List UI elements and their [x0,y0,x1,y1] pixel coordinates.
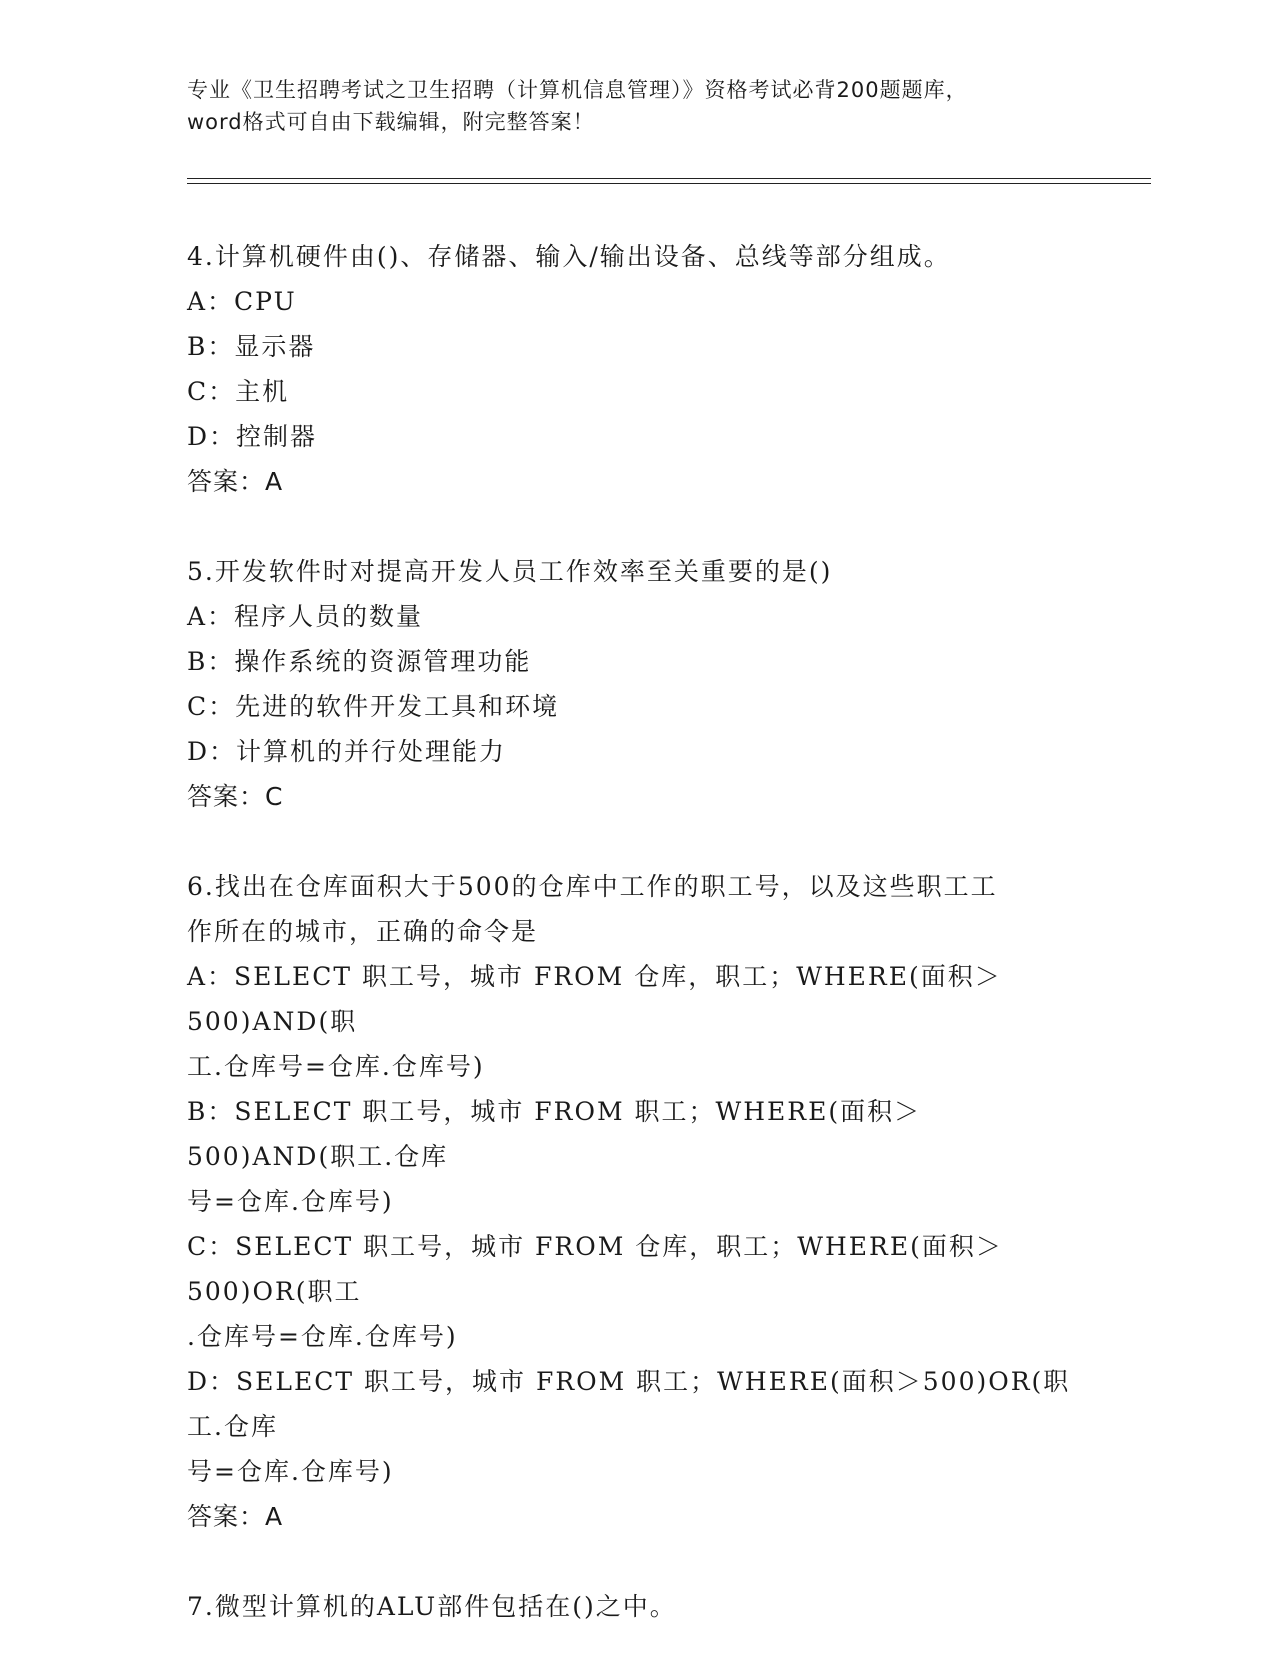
option-a-line-1: A：SELECT 职工号，城市 FROM 仓库，职工；WHERE(面积＞500)AND(职 [187,962,1002,1036]
question-stem: 5.开发软件时对提高开发人员工作效率至关重要的是() [187,557,833,586]
option-a: A：CPU [187,287,297,316]
question-stem-line-2: 作所在的城市，正确的命令是 [187,917,539,946]
option-b-line-2: 号=仓库.仓库号) [187,1187,394,1216]
option-c: C：先进的软件开发工具和环境 [187,692,560,721]
question-stem [187,864,1087,954]
question-6 [187,864,1087,1539]
document-header [187,74,1087,138]
question-stem: 7.微型计算机的ALU部件包括在()之中。 [187,1592,677,1621]
option-b-line-1: B：SELECT 职工号，城市 FROM 职工；WHERE(面积＞500)AND(职工.仓库 [187,1097,922,1171]
header-divider-bottom [187,183,1151,184]
option-d [187,1359,1087,1494]
header-line-1: 专业《卫生招聘考试之卫生招聘（计算机信息管理）》资格考试必背200题题库， [187,78,968,102]
answer: 答案：C [187,782,284,811]
question-stem-line-1: 6.找出在仓库面积大于500的仓库中工作的职工号，以及这些职工工 [187,872,998,901]
option-c-line-2: .仓库号=仓库.仓库号) [187,1322,458,1351]
question-5 [187,549,1087,819]
option-d-line-1: D：SELECT 职工号，城市 FROM 职工；WHERE(面积＞500)OR(职工.仓库 [187,1367,1071,1441]
option-b: B：显示器 [187,332,316,361]
option-b [187,1089,1087,1224]
option-a-line-2: 工.仓库号=仓库.仓库号) [187,1052,485,1081]
option-d: D：控制器 [187,422,318,451]
option-c: C：主机 [187,377,290,406]
question-stem: 4.计算机硬件由()、存储器、输入/输出设备、总线等部分组成。 [187,242,951,271]
option-d-line-2: 号=仓库.仓库号) [187,1457,394,1486]
header-divider-top [187,178,1151,179]
option-c [187,1224,1087,1359]
question-4 [187,234,1087,504]
option-c-line-1: C：SELECT 职工号，城市 FROM 仓库，职工；WHERE(面积＞500)OR(职工 [187,1232,1003,1306]
header-line-2: word格式可自由下载编辑，附完整答案！ [187,110,595,134]
option-d: D：计算机的并行处理能力 [187,737,507,766]
question-list [187,234,1087,1674]
option-a [187,954,1087,1089]
question-7 [187,1584,1087,1629]
answer: 答案：A [187,467,284,496]
option-b: B：操作系统的资源管理功能 [187,647,532,676]
option-a: A：程序人员的数量 [187,602,424,631]
answer: 答案：A [187,1502,284,1531]
